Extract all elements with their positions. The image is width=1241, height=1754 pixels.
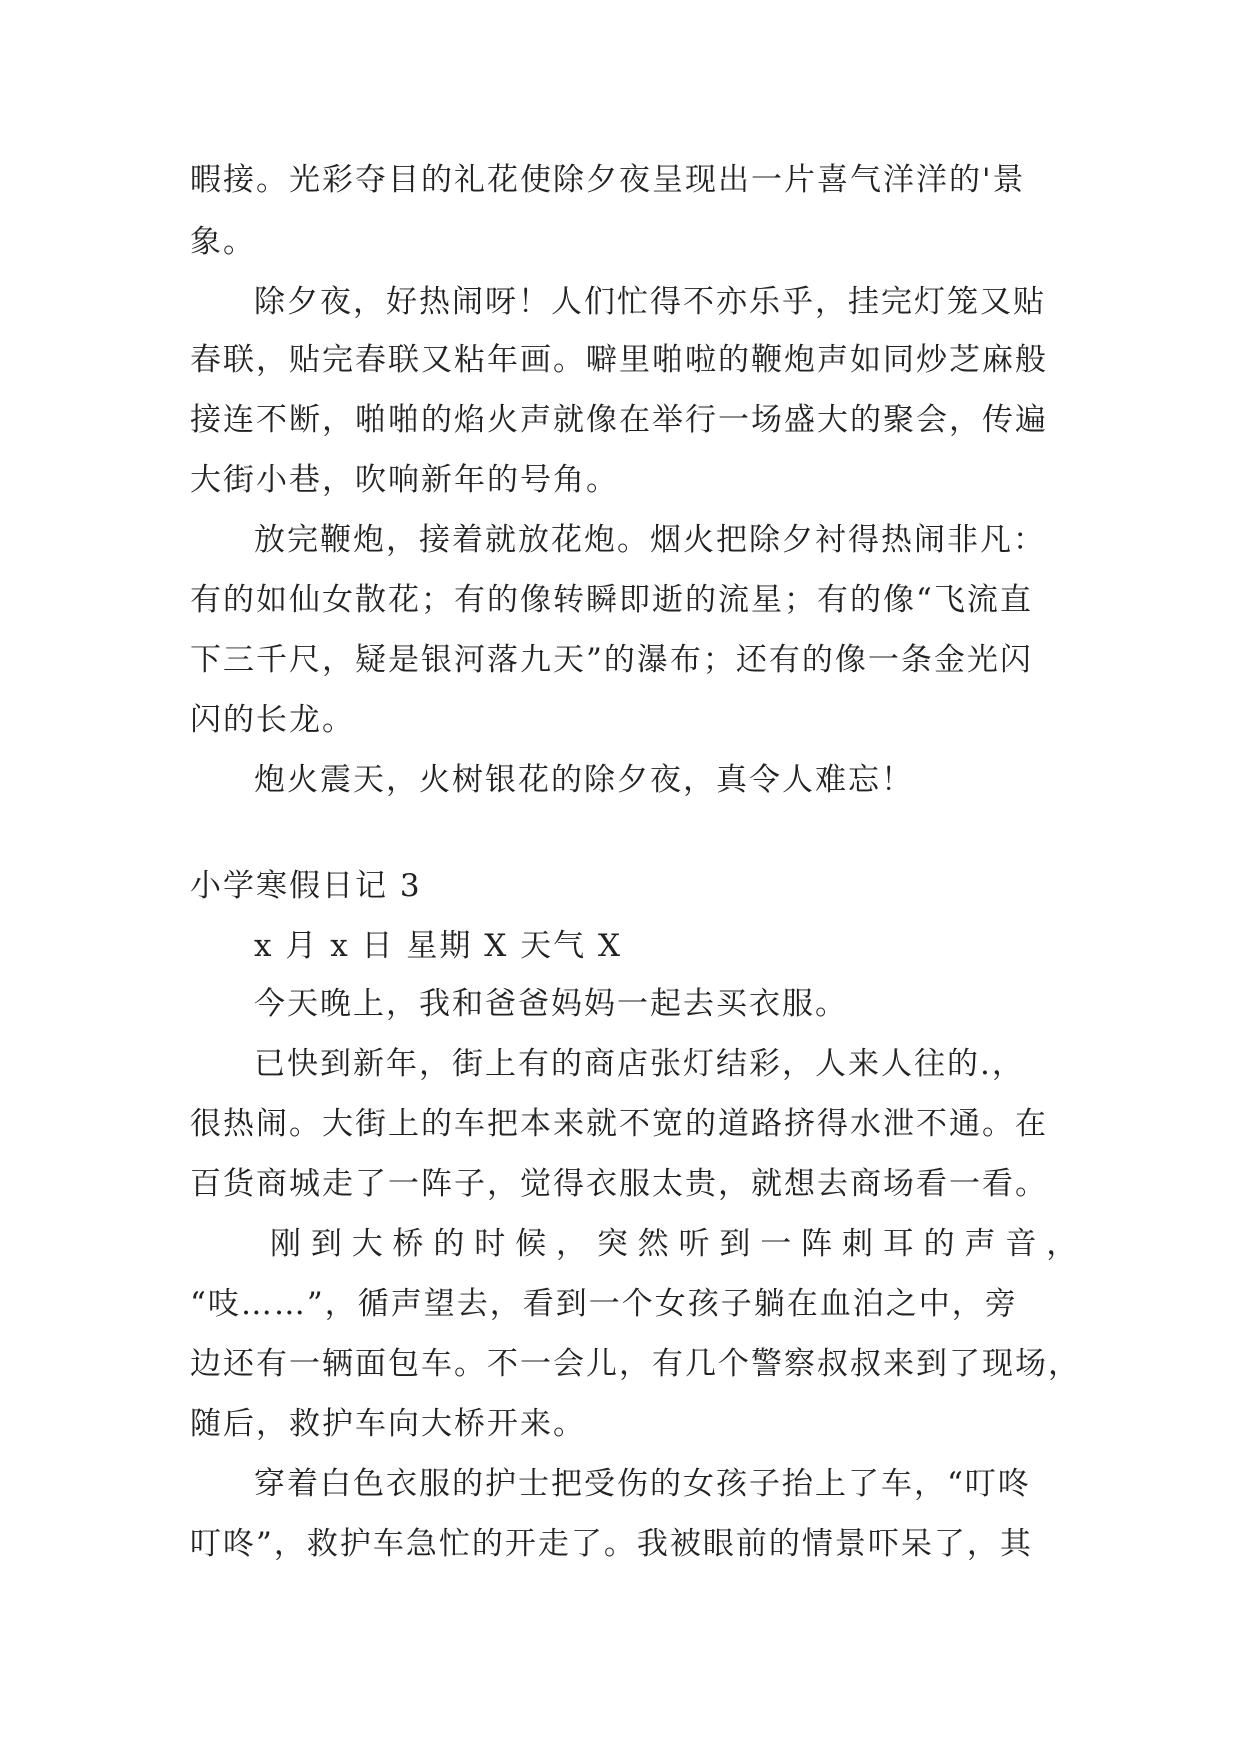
text-line: 百货商城走了一阵子，觉得衣服太贵，就想去商场看一看。: [190, 1166, 1048, 1202]
text-line: 很热闹。大街上的车把本来就不宽的道路挤得水泄不通。在: [190, 1106, 1048, 1142]
text-line: 闪的长龙。: [190, 702, 355, 738]
text-line: 叮咚”，救护车急忙的开走了。我被眼前的情景吓呆了，其: [190, 1526, 1033, 1562]
text-line: 随后，救护车向大桥开来。: [190, 1406, 586, 1442]
paragraph-line: 炮火震天，火树银花的除夕夜，真令人难忘！: [254, 762, 914, 798]
text-line: 暇接。光彩夺目的礼花使除夕夜呈现出一片喜气洋洋的'景: [190, 162, 1026, 198]
paragraph-line: 刚 到 大 桥 的 时 候 ， 突 然 听 到 一 阵 刺 耳 的 声 音 ，: [270, 1226, 1078, 1262]
text-line: 有的如仙女散花；有的像转瞬即逝的流星；有的像“飞流直: [190, 582, 1033, 618]
text-line: 边还有一辆面包车。不一会儿，有几个警察叔叔来到了现场，: [190, 1346, 1081, 1382]
text-line: “吱……”，循声望去，看到一个女孩子躺在血泊之中，旁: [190, 1286, 1018, 1322]
section-heading: 小学寒假日记 3: [190, 868, 422, 904]
paragraph-line: 穿着白色衣服的护士把受伤的女孩子抬上了车，“叮咚: [254, 1466, 1031, 1502]
text-line: 接连不断，啪啪的焰火声就像在举行一场盛大的聚会，传遍: [190, 402, 1048, 438]
date-weather-line: x 月 x 日 星期 X 天气 X: [254, 928, 623, 964]
paragraph-line: 已快到新年，街上有的商店张灯结彩，人来人往的.，: [254, 1046, 1025, 1082]
paragraph-line: 今天晚上，我和爸爸妈妈一起去买衣服。: [254, 986, 848, 1022]
text-line: 下三千尺，疑是银河落九天”的瀑布；还有的像一条金光闪: [190, 642, 1033, 678]
text-line: 象。: [190, 224, 256, 260]
paragraph-line: 除夕夜，好热闹呀！人们忙得不亦乐乎，挂完灯笼又贴: [254, 284, 1046, 320]
paragraph-line: 放完鞭炮，接着就放花炮。烟火把除夕衬得热闹非凡：: [254, 522, 1046, 558]
text-line: 大街小巷，吹响新年的号角。: [190, 462, 619, 498]
text-line: 春联，贴完春联又粘年画。噼里啪啦的鞭炮声如同炒芝麻般: [190, 342, 1048, 378]
